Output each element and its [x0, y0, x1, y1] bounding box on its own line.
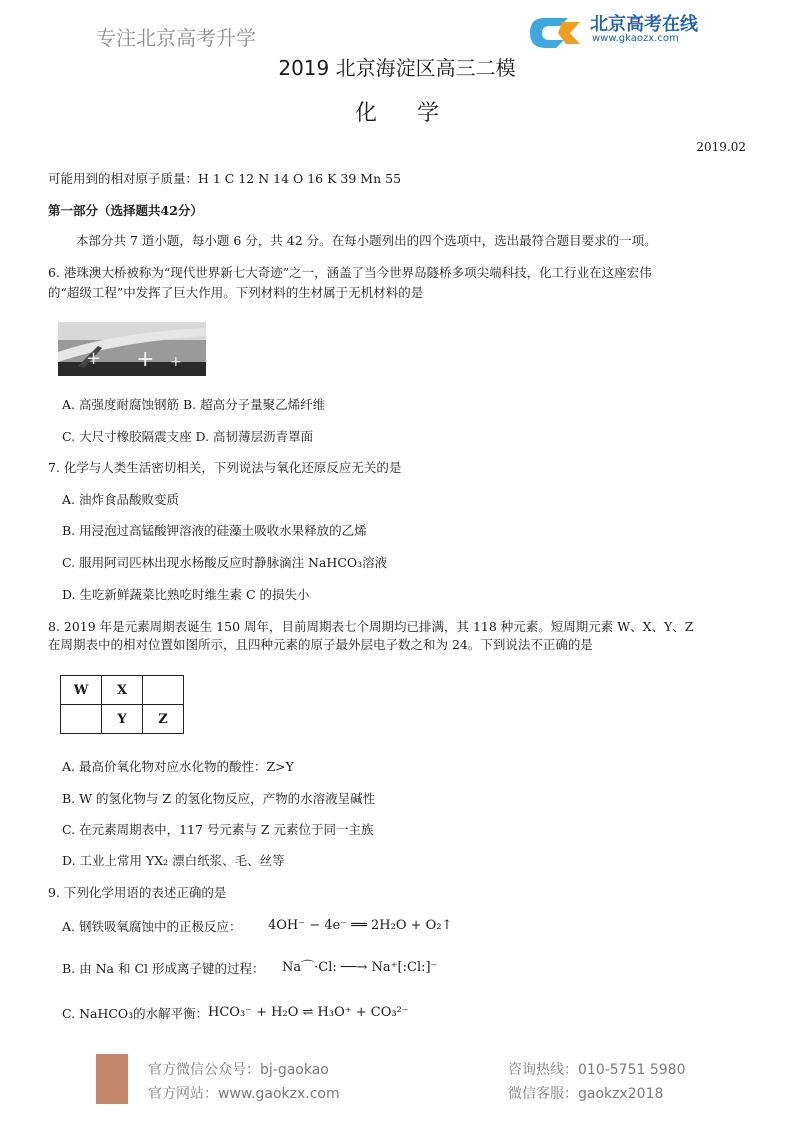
logo-name: 北京高考在线: [590, 14, 698, 35]
footer-accent-bar: [96, 1054, 128, 1104]
q9-option-c-text: C. NaHCO₃的水解平衡：: [62, 1006, 209, 1021]
footer-wechat-service: 微信客服：gaokzx2018: [508, 1086, 664, 1102]
q7-option-c: C. 服用阿司匹林出现水杨酸反应时静脉滴注 NaHCO₃溶液: [62, 555, 388, 570]
periodic-table-fragment: [60, 675, 184, 734]
q9-option-b-formula: Na⌒·Cl: ──→ Na⁺[:Cl:]⁻: [282, 960, 438, 975]
footer-hotline: 咨询热线：010-5751 5980: [508, 1062, 686, 1078]
q9-option-c-formula: HCO₃⁻ + H₂O ⇌ H₃O⁺ + CO₃²⁻: [208, 1005, 409, 1020]
part1-intro: 本部分共 7 道小题，每小题 6 分，共 42 分。在每小题列出的四个选项中，选出最符合题目要求的一项。: [76, 233, 657, 248]
q6-stem-line1: 6. 港珠澳大桥被称为“现代世界新七大奇迹”之一，涵盖了当今世界岛隧桥多项尖端科技，化工行业在这座宏伟: [48, 265, 652, 280]
q9-option-a-formula: 4OH⁻ − 4e⁻ ══ 2H₂O + O₂↑: [268, 918, 453, 933]
part1-title: 第一部分（选择题共42分）: [48, 203, 203, 218]
q8-option-b: B. W 的氢化物与 Z 的氢化物反应，产物的水溶液呈碱性: [62, 791, 376, 806]
logo-url: www.gkaozx.com: [592, 33, 679, 44]
q8-stem-line1: 8. 2019 年是元素周期表诞生 150 周年，目前周期表七个周期均已排满，其 118 种元素。短周期元素 W、X、Y、Z: [48, 619, 694, 634]
cell-y: Y: [102, 705, 143, 734]
q6-stem-line2: 的“超级工程”中发挥了巨大作用。下列材料的生材属于无机材料的是: [48, 285, 424, 300]
header-slogan: 专注北京高考升学: [96, 26, 256, 50]
q8-stem-line2: 在周期表中的相对位置如图所示，且四种元素的原子最外层电子数之和为 24。下到说法不正确的是: [48, 637, 593, 652]
q7-option-a: A. 油炸食品酸败变质: [62, 492, 179, 507]
page-title: 2019 北京海淀区高三二模: [278, 56, 516, 80]
cell-empty-2: [61, 705, 102, 734]
q9-option-a-text: A. 钢铁吸氧腐蚀中的正极反应：: [62, 919, 242, 934]
q7-option-b: B. 用浸泡过高锰酸钾溶液的硅藻土吸收水果释放的乙烯: [62, 523, 367, 538]
svg-text:+: +: [86, 348, 102, 369]
cell-empty-1: [143, 676, 184, 705]
atomic-masses: 可能用到的相对原子质量：H 1 C 12 N 14 O 16 K 39 Mn 55: [48, 171, 402, 186]
q8-option-c: C. 在元素周期表中，117 号元素与 Z 元素位于同一主族: [62, 822, 374, 837]
bridge-image: [58, 322, 206, 376]
cell-w: W: [61, 676, 102, 705]
cell-x: X: [102, 676, 143, 705]
svg-text:+: +: [170, 354, 182, 370]
q9-stem: 9. 下列化学用语的表述正确的是: [48, 885, 227, 900]
q8-option-d: D. 工业上常用 YX₂ 漂白纸浆、毛、丝等: [62, 853, 285, 868]
exam-date: 2019.02: [696, 140, 746, 154]
footer-wechat-public: 官方微信公众号：bj-gaokao: [148, 1062, 329, 1078]
q9-option-b-text: B. 由 Na 和 Cl 形成离子键的过程：: [62, 961, 265, 976]
q7-stem: 7. 化学与人类生活密切相关，下列说法与氧化还原反应无关的是: [48, 460, 402, 475]
q6-options-ab: A. 高强度耐腐蚀钢筋 B. 超高分子量聚乙烯纤维: [62, 397, 326, 412]
svg-text:+: +: [136, 347, 155, 372]
q6-options-cd: C. 大尺寸橡胶隔震支座 D. 高韧薄层沥青罩面: [62, 429, 314, 444]
q8-option-a: A. 最高价氧化物对应水化物的酸性：Z>Y: [62, 759, 294, 774]
footer-website: 官方网站：www.gaokzx.com: [148, 1086, 340, 1102]
cell-z: Z: [143, 705, 184, 734]
q7-option-d: D. 生吃新鲜蔬菜比熟吃时维生素 C 的损失小: [62, 587, 310, 602]
subject-title: 化学: [354, 101, 479, 126]
